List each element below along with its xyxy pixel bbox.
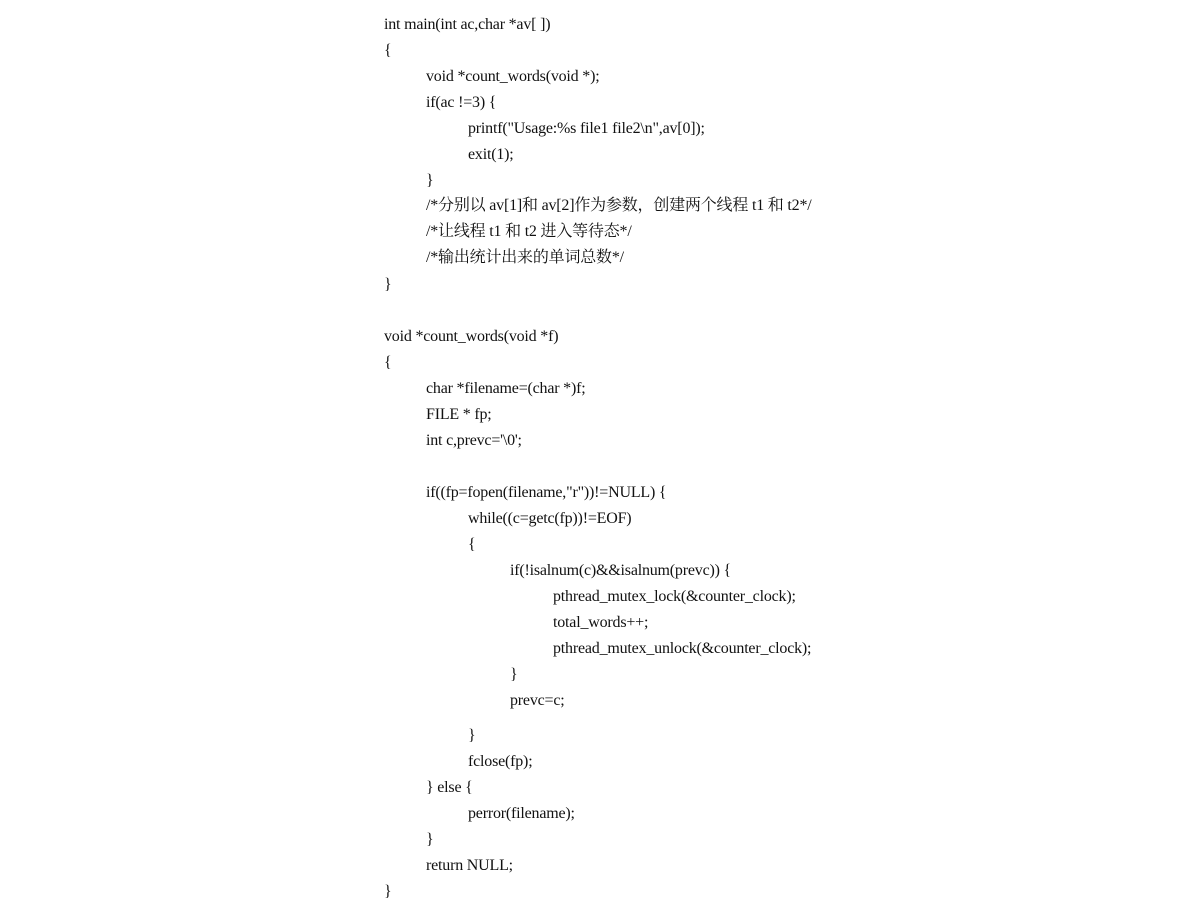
code-line-brace-close: } <box>468 727 476 744</box>
code-line-if-fopen: if((fp=fopen(filename,"r"))!=NULL) { <box>426 484 667 501</box>
code-line-brace-open: { <box>384 42 392 59</box>
code-line-exit: exit(1); <box>468 146 514 163</box>
code-line-mutex-unlock: pthread_mutex_unlock(&counter_clock); <box>553 640 812 657</box>
code-line-brace-open: { <box>468 536 476 553</box>
code-line-file-pointer-decl: FILE * fp; <box>426 406 492 423</box>
code-line-brace-close: } <box>510 666 518 683</box>
code-line-printf-usage: printf("Usage:%s file1 file2\n",av[0]); <box>468 120 705 137</box>
code-line-brace-close: } <box>384 883 392 900</box>
code-line-count-words-signature: void *count_words(void *f) <box>384 328 559 345</box>
code-line-brace-close: } <box>384 276 392 293</box>
code-line-brace-open: { <box>384 354 392 371</box>
code-line-fclose: fclose(fp); <box>468 753 533 770</box>
code-line-comment-output-total: /*输出统计出来的单词总数*/ <box>426 249 624 266</box>
code-line-increment-total: total_words++; <box>553 614 649 631</box>
code-line-mutex-lock: pthread_mutex_lock(&counter_clock); <box>553 588 796 605</box>
code-listing <box>384 0 1144 916</box>
code-line-brace-close: } <box>426 172 434 189</box>
code-line-comment-wait-threads: /*让线程 t1 和 t2 进入等待态*/ <box>426 223 632 240</box>
code-line-comment-create-threads: /*分别以 av[1]和 av[2]作为参数，创建两个线程 t1 和 t2*/ <box>426 197 812 214</box>
code-line-if-argc: if(ac !=3) { <box>426 94 497 111</box>
code-line-else: } else { <box>426 779 473 796</box>
code-line-brace-close: } <box>426 831 434 848</box>
code-line-char-vars-decl: int c,prevc='\0'; <box>426 432 522 449</box>
code-line-prototype: void *count_words(void *); <box>426 68 600 85</box>
code-line-while-getc: while((c=getc(fp))!=EOF) <box>468 510 632 527</box>
code-line-return-null: return NULL; <box>426 857 513 874</box>
code-line-perror: perror(filename); <box>468 805 575 822</box>
code-line-filename-decl: char *filename=(char *)f; <box>426 380 586 397</box>
code-line-prevc-assign: prevc=c; <box>510 692 565 709</box>
code-line-main-signature: int main(int ac,char *av[ ]) <box>384 16 551 33</box>
code-line-if-isalnum: if(!isalnum(c)&&isalnum(prevc)) { <box>510 562 732 579</box>
